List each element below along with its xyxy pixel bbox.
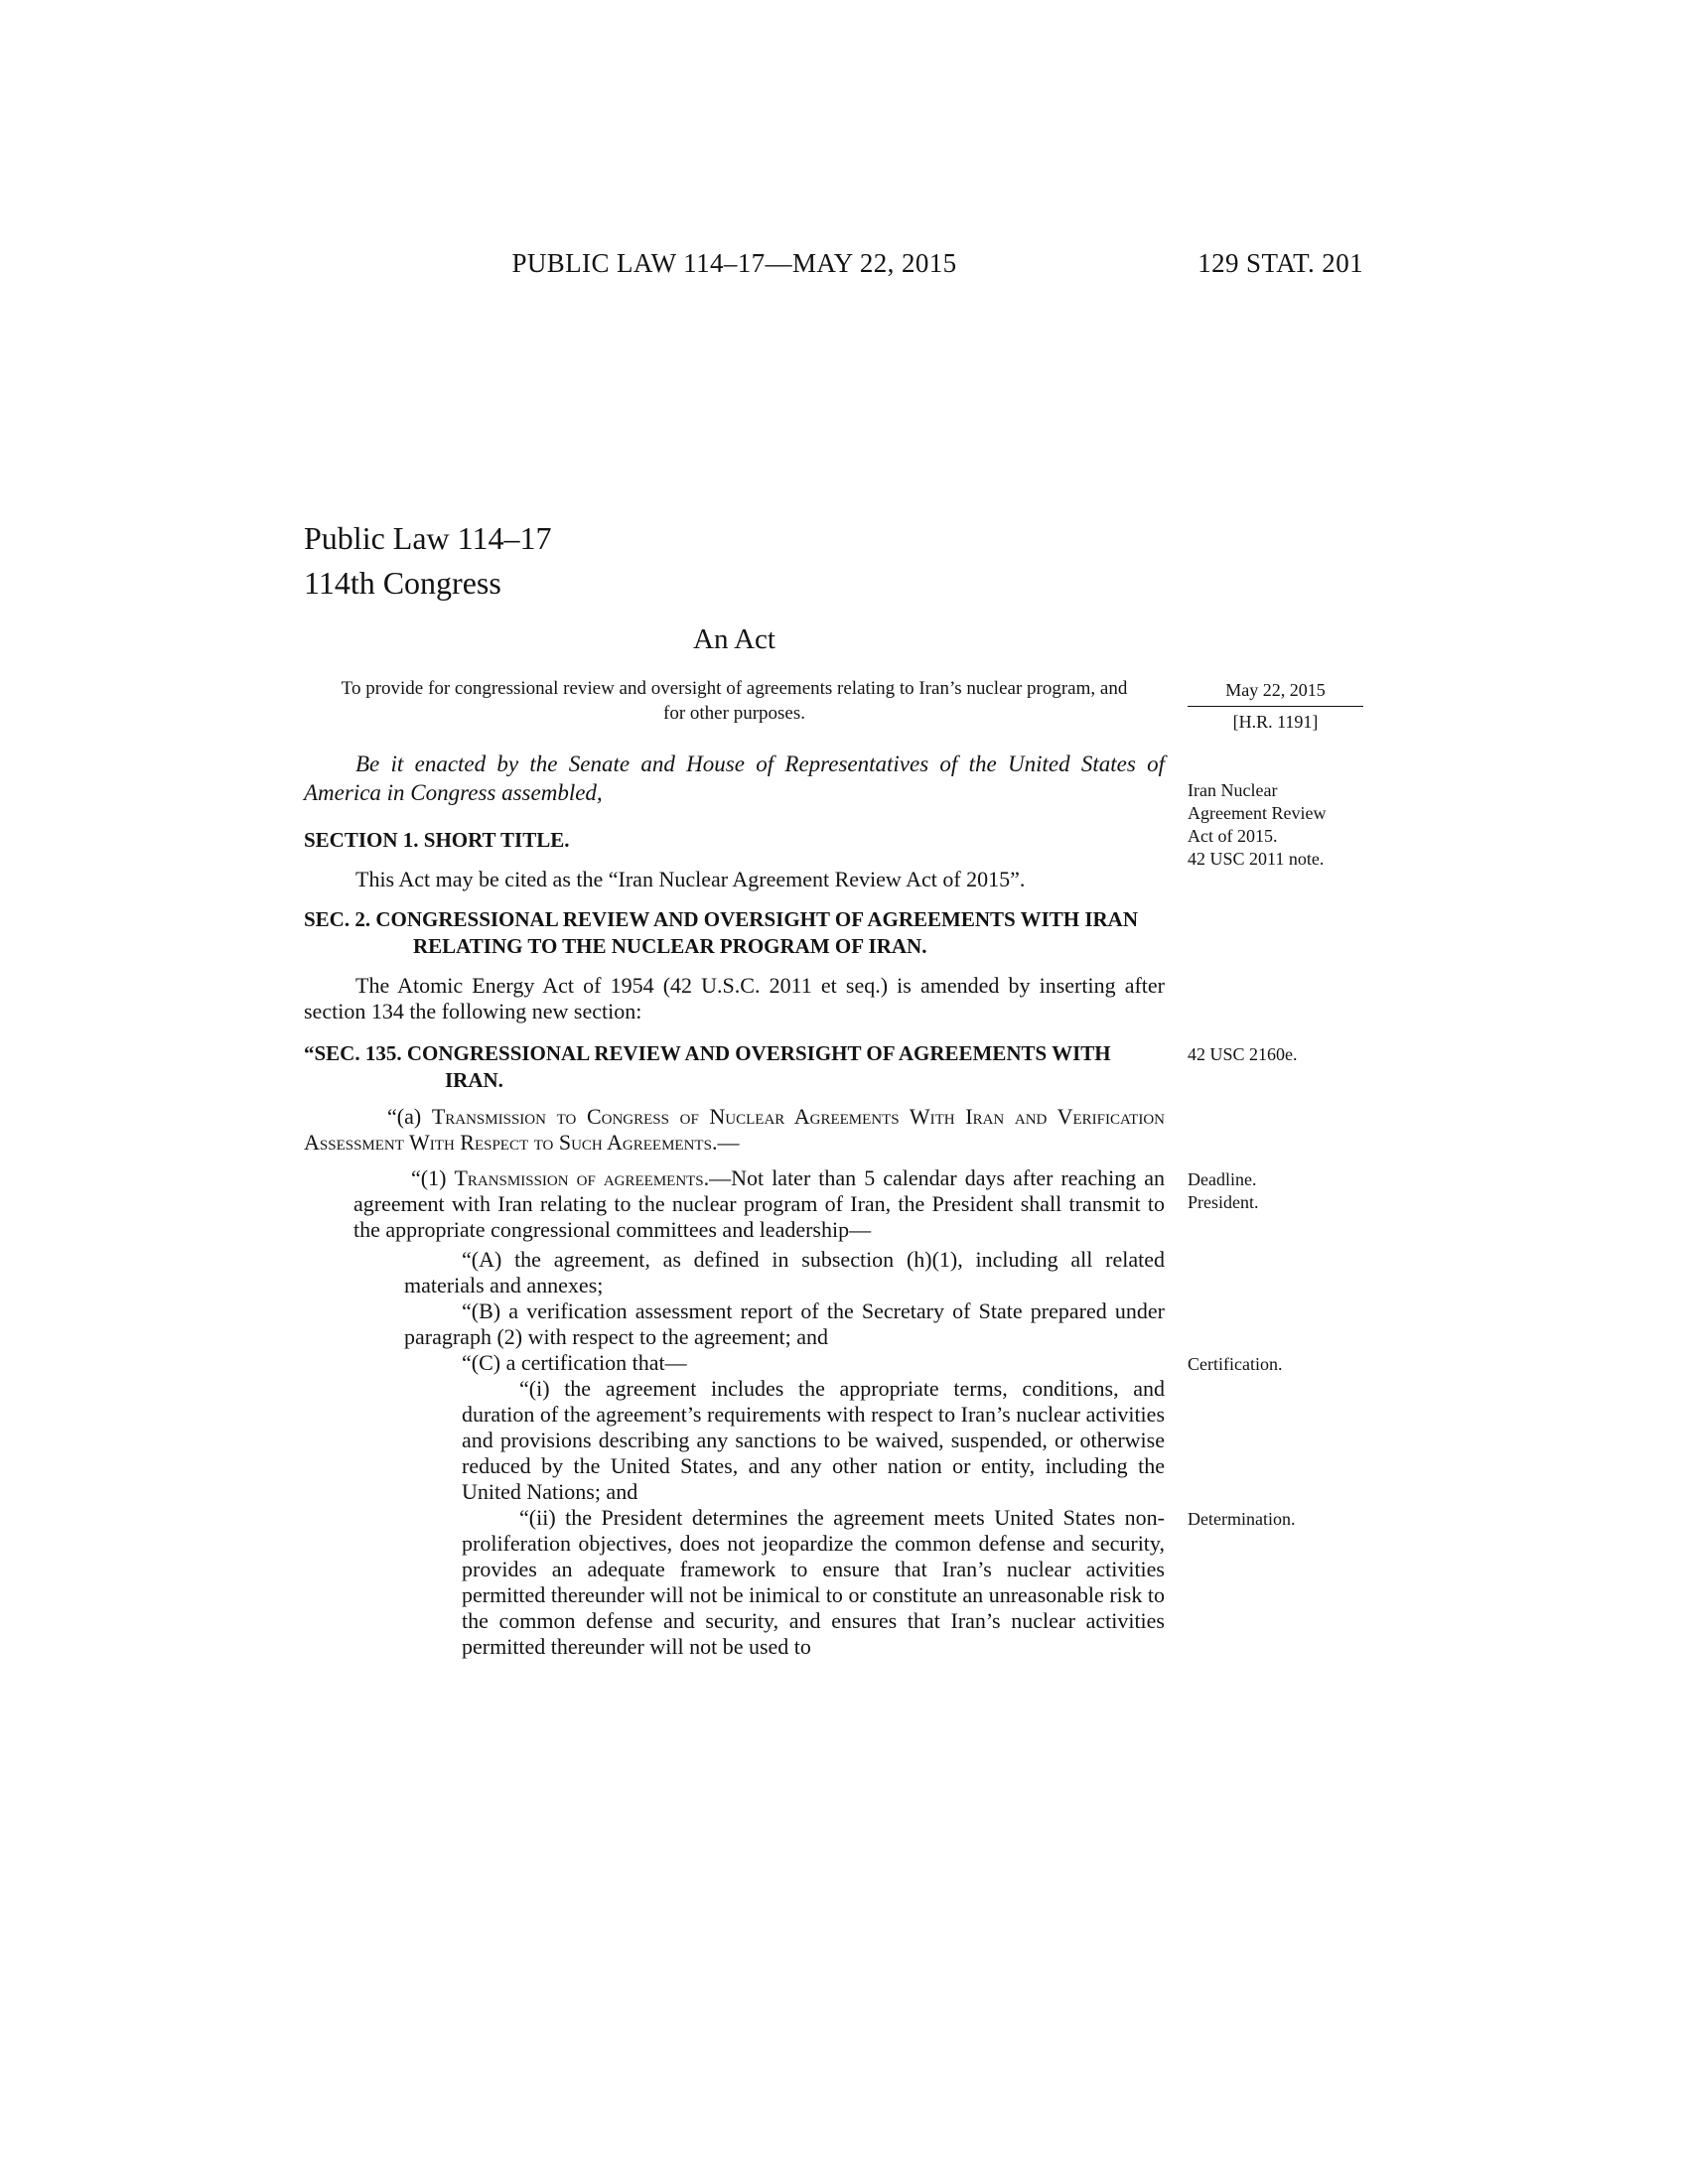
law-number-line: Public Law 114–17 [304,520,552,556]
enacting-clause: Be it enacted by the Senate and House of Representatives of the United States of America in Congress assembled, [304,751,1165,805]
purpose-text: To provide for congressional review and oversight of agreements relating to Iran’s nuclear program, and for other purposes. [341,678,1128,724]
paragraph-ii-row [304,1505,1363,1660]
president-note: President. [1188,1192,1259,1212]
deadline-note: Deadline. [1188,1169,1257,1189]
sec2-intro: The Atomic Energy Act of 1954 (42 U.S.C. 2011 et seq.) is amended by inserting after section 134 the following new section: [304,973,1165,1024]
paragraph-a-prefix: “(a) [387,1104,432,1129]
paragraph-i: “(i) the agreement includes the appropriate terms, conditions, and duration of the agreement’s requirements with respect to Iran’s nuclear activities and provisions describing any sanctions to be waived, suspended, or otherwise reduced by the United States, and any other nation or entity, including the United Nations; and [462,1376,1165,1504]
margin-note-deadline-president [1188,1168,1344,1214]
section1-heading: SECTION 1. SHORT TITLE. [304,828,570,852]
margin-note-determination: Determination. [1188,1509,1296,1529]
paragraph-B: “(B) a verification assessment report of the Secretary of State prepared under paragraph (2) with respect to the agreement; and [404,1298,1165,1349]
running-header [304,248,1363,279]
law-title-block [304,516,1363,606]
section1-text: This Act may be cited as the “Iran Nuclear Agreement Review Act of 2015”. [355,867,1026,891]
margin-note-short-title [1188,779,1344,871]
running-header-stat-page: 129 STAT. 201 [1197,248,1363,278]
paragraph-1-smallcaps: Transmission of agreements [454,1165,704,1190]
sec2-heading: SEC. 2. CONGRESSIONAL REVIEW AND OVERSIGHT OF AGREEMENTS WITH IRAN RELATING TO THE NUCLEAR PROGRAM OF IRAN. [304,907,1138,958]
paragraph-1-row [304,1165,1363,1243]
bill-number: [H.R. 1191] [1232,712,1319,732]
paragraph-a [304,1104,1165,1156]
sec135-heading: “SEC. 135. CONGRESSIONAL REVIEW AND OVERSIGHT OF AGREEMENTS WITH IRAN. [304,1041,1111,1092]
congress-line: 114th Congress [304,565,501,601]
paragraph-a-suffix: .— [711,1130,740,1155]
act-heading: An Act [693,623,775,655]
short-title-note-text: Iran Nuclear Agreement Review Act of 2015. [1188,780,1327,846]
paragraph-A: “(A) the agreement, as defined in subsection (h)(1), including all related materials and annexes; [404,1247,1165,1297]
margin-note-date [1188,679,1363,734]
date-text: May 22, 2015 [1188,679,1363,707]
paragraph-1-prefix: “(1) [411,1165,455,1190]
purpose-row [304,676,1363,732]
paragraph-1 [353,1165,1165,1243]
usc-note-text: 42 USC 2011 note. [1188,849,1325,869]
paragraph-C-row [304,1350,1363,1376]
paragraph-C: “(C) a certification that— [462,1350,687,1375]
running-header-law: PUBLIC LAW 114–17—MAY 22, 2015 [511,248,957,278]
paragraph-a-smallcaps: Transmission to Congress of Nuclear Agreements With Iran and Verification Assessment With Respect to Such Agreements [304,1104,1166,1155]
margin-note-certification: Certification. [1188,1354,1283,1374]
margin-note-usc-2160e: 42 USC 2160e. [1188,1044,1298,1064]
page-content [304,516,1363,1660]
paragraph-ii: “(ii) the President determines the agreement meets United States non-proliferation objectives, does not jeopardize the common defense and security, provides an adequate framework to ensure that Iran’s nuclear activities permitted thereunder will not be inimical to or constitute an unreasonable risk to the common defense and security, and ensures that Iran’s nuclear activities permitted thereunder will not be used to [462,1505,1165,1659]
paragraph-1-suffix: .—Not later than 5 calendar days after reaching an agreement with Iran relating to the nuclear program of Iran, the President shall transmit to the appropriate congressional committees and leadership— [353,1165,1165,1242]
sec135-row [304,1040,1363,1094]
